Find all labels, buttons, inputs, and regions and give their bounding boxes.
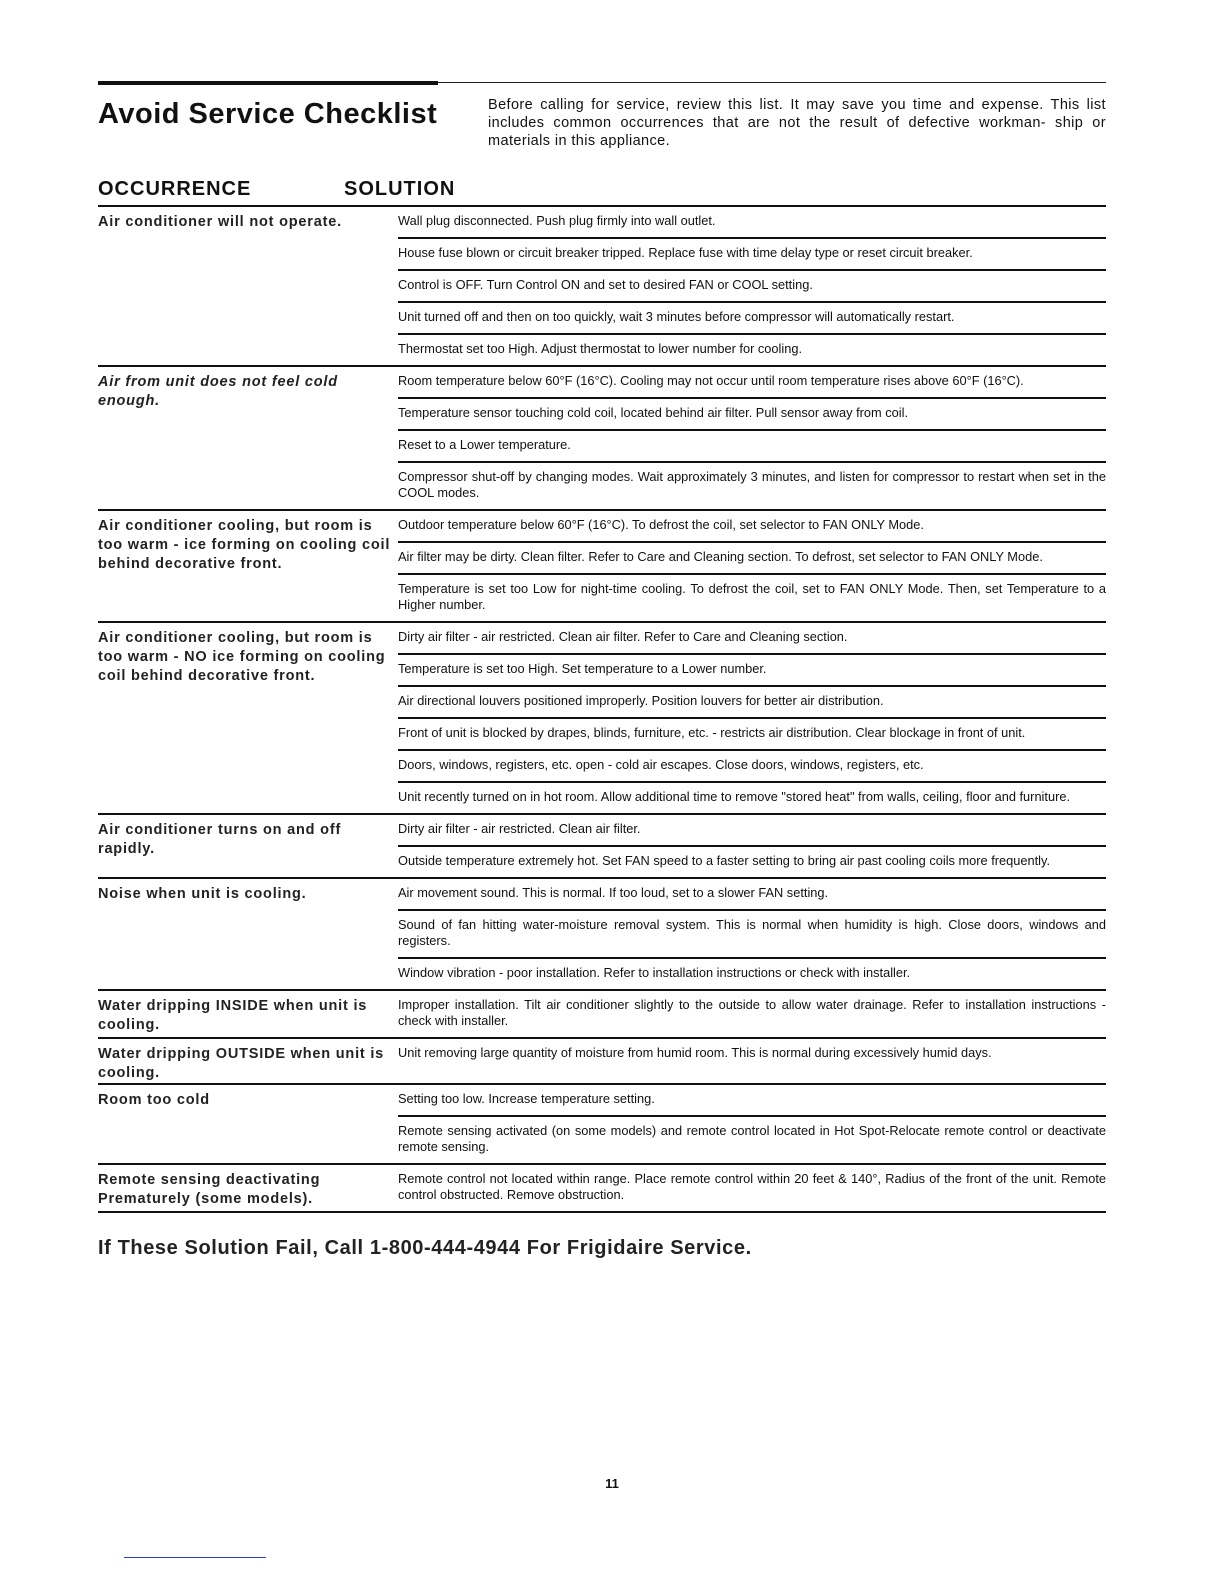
solution-item: Dirty air filter - air restricted. Clean air filter. Refer to Care and Cleaning section.: [398, 623, 1106, 655]
occurrence-text: Water dripping INSIDE when unit is cooling.: [98, 998, 368, 1033]
solution-item: Setting too low. Increase temperature setting.: [398, 1085, 1106, 1117]
solution-list: [398, 367, 1106, 509]
intro-paragraph: Before calling for service, review this list. It may save you time and expense. This list includes common occurrences that are not the result of defective workman- ship or materials in this appliance.: [488, 97, 1106, 149]
solution-list: [398, 623, 1106, 813]
checklist-group: [98, 367, 1106, 511]
occurrence-text: Air from unit does not feel cold enough.: [98, 374, 338, 409]
solution-item: Improper installation. Tilt air conditioner slightly to the outside to allow water drainage. Refer to installation instructions - check with installer.: [398, 997, 1106, 1028]
occurrence-text: Remote sensing deactivating Prematurely (some models).: [98, 1172, 321, 1207]
page-title: Avoid Service Checklist: [98, 98, 438, 130]
solution-item: Unit turned off and then on too quickly, wait 3 minutes before compressor will automatically restart.: [398, 303, 1106, 335]
top-rule-thick: [98, 81, 438, 85]
page-number: 11: [605, 1476, 619, 1491]
checklist-group: [98, 1085, 1106, 1165]
solution-list: [398, 879, 1106, 989]
solution-item: Thermostat set too High. Adjust thermostat to lower number for cooling.: [398, 341, 803, 356]
solution-item: Air filter may be dirty. Clean filter. Refer to Care and Cleaning section. To defrost, set selector to FAN ONLY Mode.: [398, 543, 1106, 575]
checklist-group: [98, 1039, 1106, 1085]
bottom-rule: [124, 1557, 266, 1558]
solution-list: [398, 207, 1106, 365]
occurrence-text: Room too cold: [98, 1092, 210, 1108]
header: [98, 96, 1106, 150]
solution-item: Doors, windows, registers, etc. open - cold air escapes. Close doors, windows, registers, etc.: [398, 751, 1106, 783]
solution-item: Remote control not located within range. Place remote control within 20 feet & 140°, Radius of the front of the unit. Remote control obstructed. Remove obstruction.: [398, 1171, 1106, 1202]
solution-item: Outdoor temperature below 60°F (16°C). To defrost the coil, set selector to FAN ONLY Mode.: [398, 511, 1106, 543]
solution-item: Temperature sensor touching cold coil, located behind air filter. Pull sensor away from coil.: [398, 399, 1106, 431]
checklist-group: [98, 207, 1106, 367]
solution-item: Dirty air filter - air restricted. Clean air filter.: [398, 815, 1106, 847]
occurrence-text: Air conditioner cooling, but room is too warm - NO ice forming on cooling coil behind decorative front.: [98, 630, 386, 684]
checklist-group: [98, 815, 1106, 879]
occurrence-text: Air conditioner will not operate.: [98, 214, 342, 230]
top-rule: [98, 80, 1106, 86]
occurrence-text: Noise when unit is cooling.: [98, 886, 307, 902]
solution-item: Window vibration - poor installation. Refer to installation instructions or check with installer.: [398, 965, 911, 980]
solution-item: Room temperature below 60°F (16°C). Cooling may not occur until room temperature rises above 60°F (16°C).: [398, 367, 1106, 399]
column-headers: [98, 178, 1106, 201]
solution-item: Air directional louvers positioned improperly. Position louvers for better air distribution.: [398, 687, 1106, 719]
solution-item: Outside temperature extremely hot. Set FAN speed to a faster setting to bring air past cooling coils more frequently.: [398, 853, 1051, 868]
occurrence-text: Water dripping OUTSIDE when unit is cooling.: [98, 1046, 385, 1081]
occurrence-text: Air conditioner turns on and off rapidly.: [98, 822, 342, 857]
checklist-group: [98, 1165, 1106, 1213]
service-call-line: If These Solution Fail, Call 1-800-444-4944 For Frigidaire Service.: [98, 1237, 752, 1259]
solution-item: Control is OFF. Turn Control ON and set to desired FAN or COOL setting.: [398, 271, 1106, 303]
solution-item: Unit removing large quantity of moisture from humid room. This is normal during excessively humid days.: [398, 1045, 992, 1060]
checklist-table: [98, 207, 1106, 1213]
solution-item: Front of unit is blocked by drapes, blinds, furniture, etc. - restricts air distribution. Clear blockage in front of unit.: [398, 719, 1106, 751]
checklist-group: [98, 623, 1106, 815]
solution-column-header: SOLUTION: [344, 178, 456, 200]
occurrence-column-header: OCCURRENCE: [98, 178, 252, 200]
solution-item: Sound of fan hitting water-moisture removal system. This is normal when humidity is high. Close doors, windows and registers.: [398, 911, 1106, 959]
solution-list: [398, 1039, 1106, 1083]
solution-item: Unit recently turned on in hot room. Allow additional time to remove "stored heat" from walls, ceiling, floor and furniture.: [398, 789, 1071, 804]
checklist-group: [98, 991, 1106, 1039]
solution-item: Air movement sound. This is normal. If too loud, set to a slower FAN setting.: [398, 879, 1106, 911]
solution-item: Wall plug disconnected. Push plug firmly into wall outlet.: [398, 207, 1106, 239]
solution-list: [398, 991, 1106, 1037]
solution-list: [398, 1165, 1106, 1211]
solution-item: House fuse blown or circuit breaker tripped. Replace fuse with time delay type or reset circuit breaker.: [398, 239, 1106, 271]
solution-item: Remote sensing activated (on some models) and remote control located in Hot Spot-Relocate remote control or deactivate remote sensing.: [398, 1123, 1106, 1154]
checklist-page: [98, 80, 1106, 1260]
solution-item: Reset to a Lower temperature.: [398, 431, 1106, 463]
checklist-group: [98, 879, 1106, 991]
checklist-group: [98, 511, 1106, 623]
solution-list: [398, 511, 1106, 621]
solution-list: [398, 815, 1106, 877]
solution-list: [398, 1085, 1106, 1163]
occurrence-text: Air conditioner cooling, but room is too warm - ice forming on cooling coil behind decorative front.: [98, 518, 391, 572]
solution-item: Temperature is set too Low for night-time cooling. To defrost the coil, set to FAN ONLY Mode. Then, set Temperature to a Higher number.: [398, 581, 1106, 612]
solution-item: Compressor shut-off by changing modes. Wait approximately 3 minutes, and listen for compressor to restart when set in the COOL modes.: [398, 469, 1106, 500]
solution-item: Temperature is set too High. Set temperature to a Lower number.: [398, 655, 1106, 687]
